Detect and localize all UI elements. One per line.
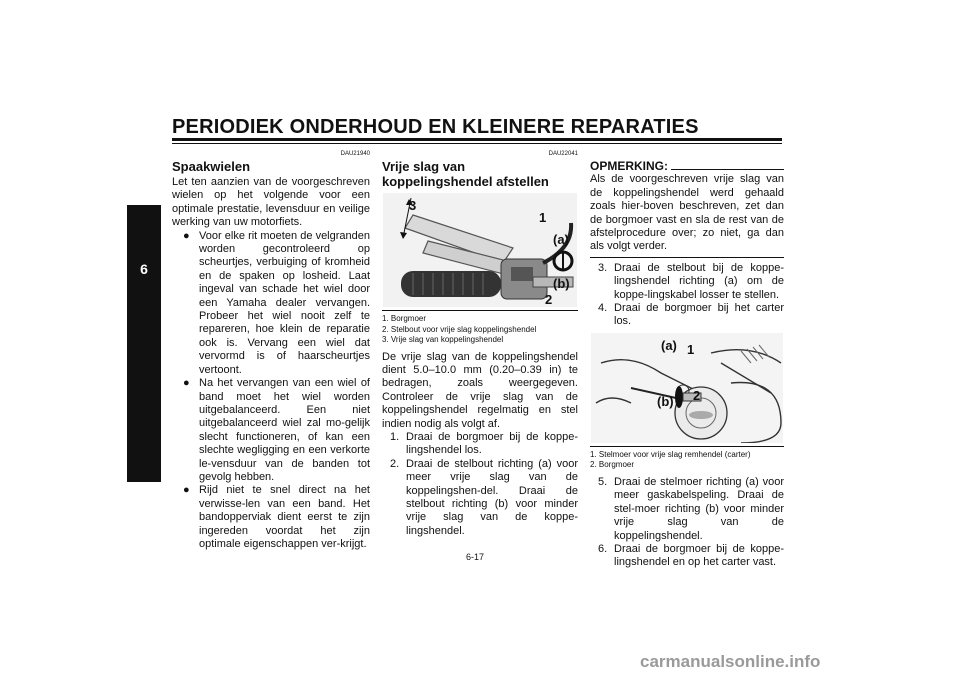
step-item: [598, 262, 784, 302]
note-label: OPMERKING:: [590, 159, 668, 173]
step-text: Draai de stelmoer richting (a) voor meer gaskabelspeling. Draai de stel-moer richting (b) voor minder vrije slag van de koppelingshendel.: [614, 475, 784, 542]
step-number: 5.: [598, 475, 608, 488]
chapter-number: 6: [140, 261, 148, 277]
step-number: 1.: [390, 430, 400, 443]
figure-label-b: (b): [657, 393, 674, 409]
body-paragraph: De vrije slag van de koppelingshendel dient 5.0–10.0 mm (0.20–0.39 in) te bedragen, zoals weergegeven. Controleer de vrije slag van de koppelingshendel regelmatig en stel indien nodig als volgt af.: [382, 350, 578, 430]
step-item: [390, 458, 578, 538]
step-text: Draai de stelbout richting (a) voor meer vrije slag van de koppelingshen-del. Draai de stelbout richting (b) voor minder vrije slag van de koppe-lingshendel.: [406, 457, 578, 537]
title-rule: [172, 138, 782, 141]
figure-label-2: 2: [545, 292, 553, 307]
note-end-rule: [590, 257, 784, 258]
bullet-text: Voor elke rit moeten de velgranden worden gecontroleerd op scheurtjes, verbuiging of kromheid en de spaken op losheid. Laat ingeval van schade het wiel door een Yamaha dealer vervangen. Probeer het wiel nooit zelf te repareren, hoe klein de reparatie ook is. Vervang een wiel dat vervormd is of haarscheurtjes vertoont.: [199, 229, 370, 376]
step-item: [598, 476, 784, 543]
watermark: carmanualsonline.info: [640, 652, 821, 671]
figure-label-2: 2: [693, 387, 701, 403]
caption-item: 2. Borgmoer: [590, 460, 635, 470]
step-item: [390, 431, 578, 458]
note-heading: [590, 160, 784, 173]
caption-item: 1. Borgmoer: [382, 314, 427, 323]
section-code: DAU21940: [340, 151, 370, 157]
column-koppeling: [382, 150, 578, 538]
step-text: Draai de borgmoer bij de koppe-lingshendel en op het carter vast.: [614, 542, 784, 569]
crankcase-figure: [590, 332, 784, 444]
bullet-item: [183, 230, 370, 377]
figure-caption: [590, 446, 784, 471]
bullet-text: Na het vervangen van een wiel of band moet het wiel worden uitgebalanceerd. Een niet uitgebalanceerd wiel zal mo-gelijk slecht functioneren, of kan een slechte wegligging en een verkorte le-vensduur van de banden tot gevolg hebben.: [199, 377, 370, 483]
step-number: 6.: [598, 542, 608, 555]
figure-caption: [382, 310, 578, 346]
page-number: 6-17: [466, 552, 485, 562]
step-number: 3.: [598, 261, 608, 274]
figure-label-1: 1: [539, 210, 547, 225]
caption-item: 3. Vrije slag van koppelingshendel: [382, 335, 504, 344]
step-text: Draai de borgmoer bij de koppe-lingshendel los.: [406, 430, 578, 457]
step-item: [598, 543, 784, 570]
bullet-text: Rijd niet te snel direct na het verwisse-len van een band. Het bandopperviak dient eerst te zijn ingereden voordat het zijn optimale eigenschappen ver-krijgt.: [199, 484, 370, 550]
figure-label-a: (a): [553, 232, 569, 247]
bullet-item: [183, 377, 370, 484]
column-opmerking: [590, 150, 784, 570]
chapter-tab: [127, 205, 161, 482]
figure-label-1: 1: [687, 341, 695, 357]
caption-item: 2. Stelbout voor vrije slag koppelingshendel: [382, 324, 537, 334]
title-rule-thin: [172, 143, 782, 144]
figure-label-3: 3: [409, 198, 417, 213]
step-item: [598, 302, 784, 329]
clutch-lever-figure: [382, 192, 578, 308]
bullet-dot-icon: ●: [183, 377, 190, 390]
step-text: Draai de stelbout bij de koppe-lingshendel richting (a) om de koppe-lingskabel losser te stellen.: [614, 261, 784, 301]
section-code: DAU22041: [548, 151, 578, 157]
step-text: Draai de borgmoer bij het carter los.: [614, 302, 784, 328]
bullet-item: [183, 484, 370, 551]
section-heading: Vrije slag van koppelingshendel afstellen: [382, 159, 549, 189]
step-number: 2.: [390, 457, 400, 470]
intro-paragraph: Let ten aanzien van de voorgeschreven wielen op het volgende voor een optimale prestatie, levensduur en veilige werking van uw motorfiets.: [172, 176, 370, 229]
page-title: PERIODIEK ONDERHOUD EN KLEINERE REPARATIES: [172, 116, 699, 138]
column-spaakwielen: [172, 150, 370, 551]
bullet-dot-icon: ●: [183, 484, 190, 497]
figure-label-b: (b): [553, 276, 570, 291]
bullet-dot-icon: ●: [183, 229, 190, 242]
figure-label-a: (a): [661, 337, 677, 353]
note-text: Als de voorgeschreven vrije slag van de koppelingshendel werd gehaald zoals hier-boven beschreven, zet dan de borgmoer vast en sla de rest van de afstelprocedure over; zo niet, ga dan als volgt verder.: [590, 173, 784, 253]
caption-item: 1. Stelmoer voor vrije slag remhendel (carter): [590, 449, 751, 459]
section-heading: Spaakwielen: [172, 159, 251, 174]
step-number: 4.: [598, 302, 608, 315]
note-rule: [671, 169, 784, 170]
